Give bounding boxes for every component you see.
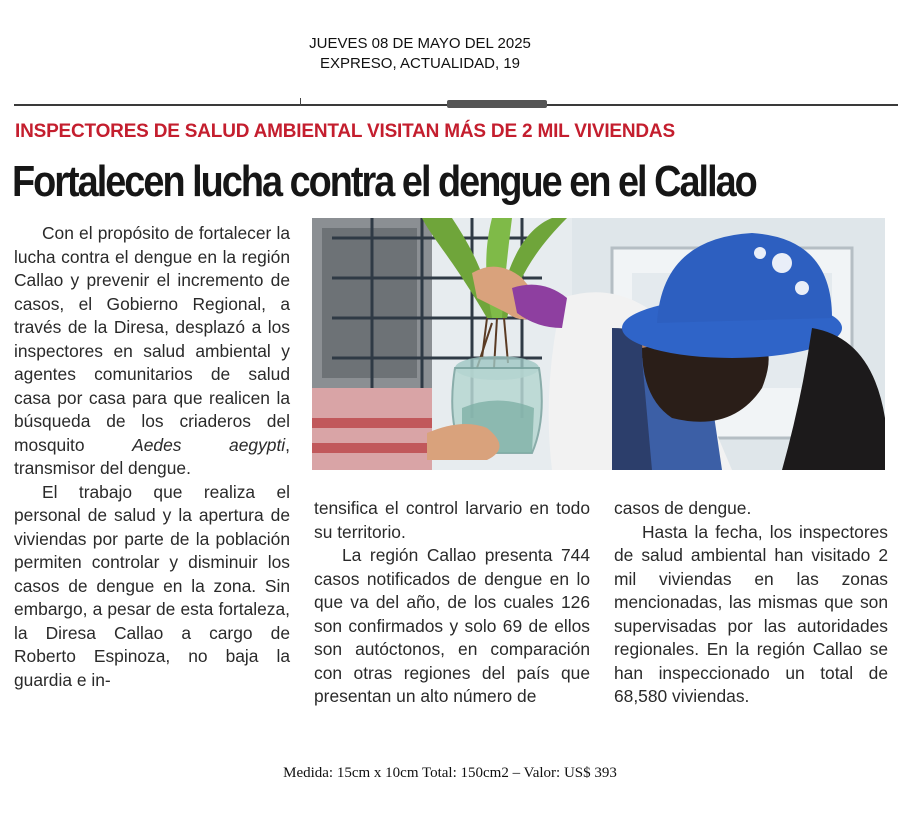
paragraph: Hasta la fecha, los inspectores de salud ambiental han visitado 2 mil viviendas en las zonas mencionadas, las mismas que son supervisadas por las autoridades regionales. En la región Callao se han inspeccionado un total de 68,580 viviendas. — [614, 521, 888, 706]
paragraph: tensifica el control larvario en todo su territorio. — [314, 498, 590, 542]
publication-date: JUEVES 08 DE MAYO DEL 2025 — [309, 35, 531, 52]
publication-source: EXPRESO, ACTUALIDAD, 19 — [319, 55, 521, 72]
article-column-2 — [314, 497, 590, 709]
paragraph: El trabajo que realiza el personal de salud y la apertura de viviendas por parte de la población permiten controlar y disminuir los casos de dengue en la zona. Sin embargo, a pesar de esta fortaleza, la Diresa Callao a cargo de Roberto Espinoza, no baja la guardia e in- — [14, 481, 290, 690]
article-photo — [312, 218, 885, 470]
species-name: Aedes aegypti — [132, 434, 286, 455]
article-headline: Fortalecen lucha contra el dengue en el Callao — [12, 157, 756, 206]
paragraph-text: Con el propósito de fortalecer la lucha contra el dengue en la región Callao y prevenir el incremento de casos, el Gobierno Regional, a través de la Diresa, desplazó a los inspectores en salud ambiental y agentes comunitarios de salud casa por casa para que realicen la búsqueda de los criaderos del mosquito — [14, 223, 290, 455]
paragraph: La región Callao presenta 744 casos notificados de dengue en lo que va del año, de los cuales 126 son confirmados y solo 69 de ellos son autóctonos, en comparación con otras regiones del país que presentan un alto número de — [314, 545, 590, 706]
article-column-1 — [14, 222, 290, 692]
paragraph — [14, 222, 290, 481]
paragraph: casos de dengue. — [614, 498, 752, 518]
rule-tab — [447, 100, 547, 108]
article-column-3 — [614, 497, 888, 709]
article-kicker: INSPECTORES DE SALUD AMBIENTAL VISITAN MÁS DE 2 MIL VIVIENDAS — [15, 121, 675, 142]
rule-tick — [300, 98, 301, 106]
paragraph-text: , transmisor del dengue. — [14, 434, 290, 478]
measurement-footer: Medida: 15cm x 10cm Total: 150cm2 – Valor: US$ 393 — [283, 765, 617, 781]
